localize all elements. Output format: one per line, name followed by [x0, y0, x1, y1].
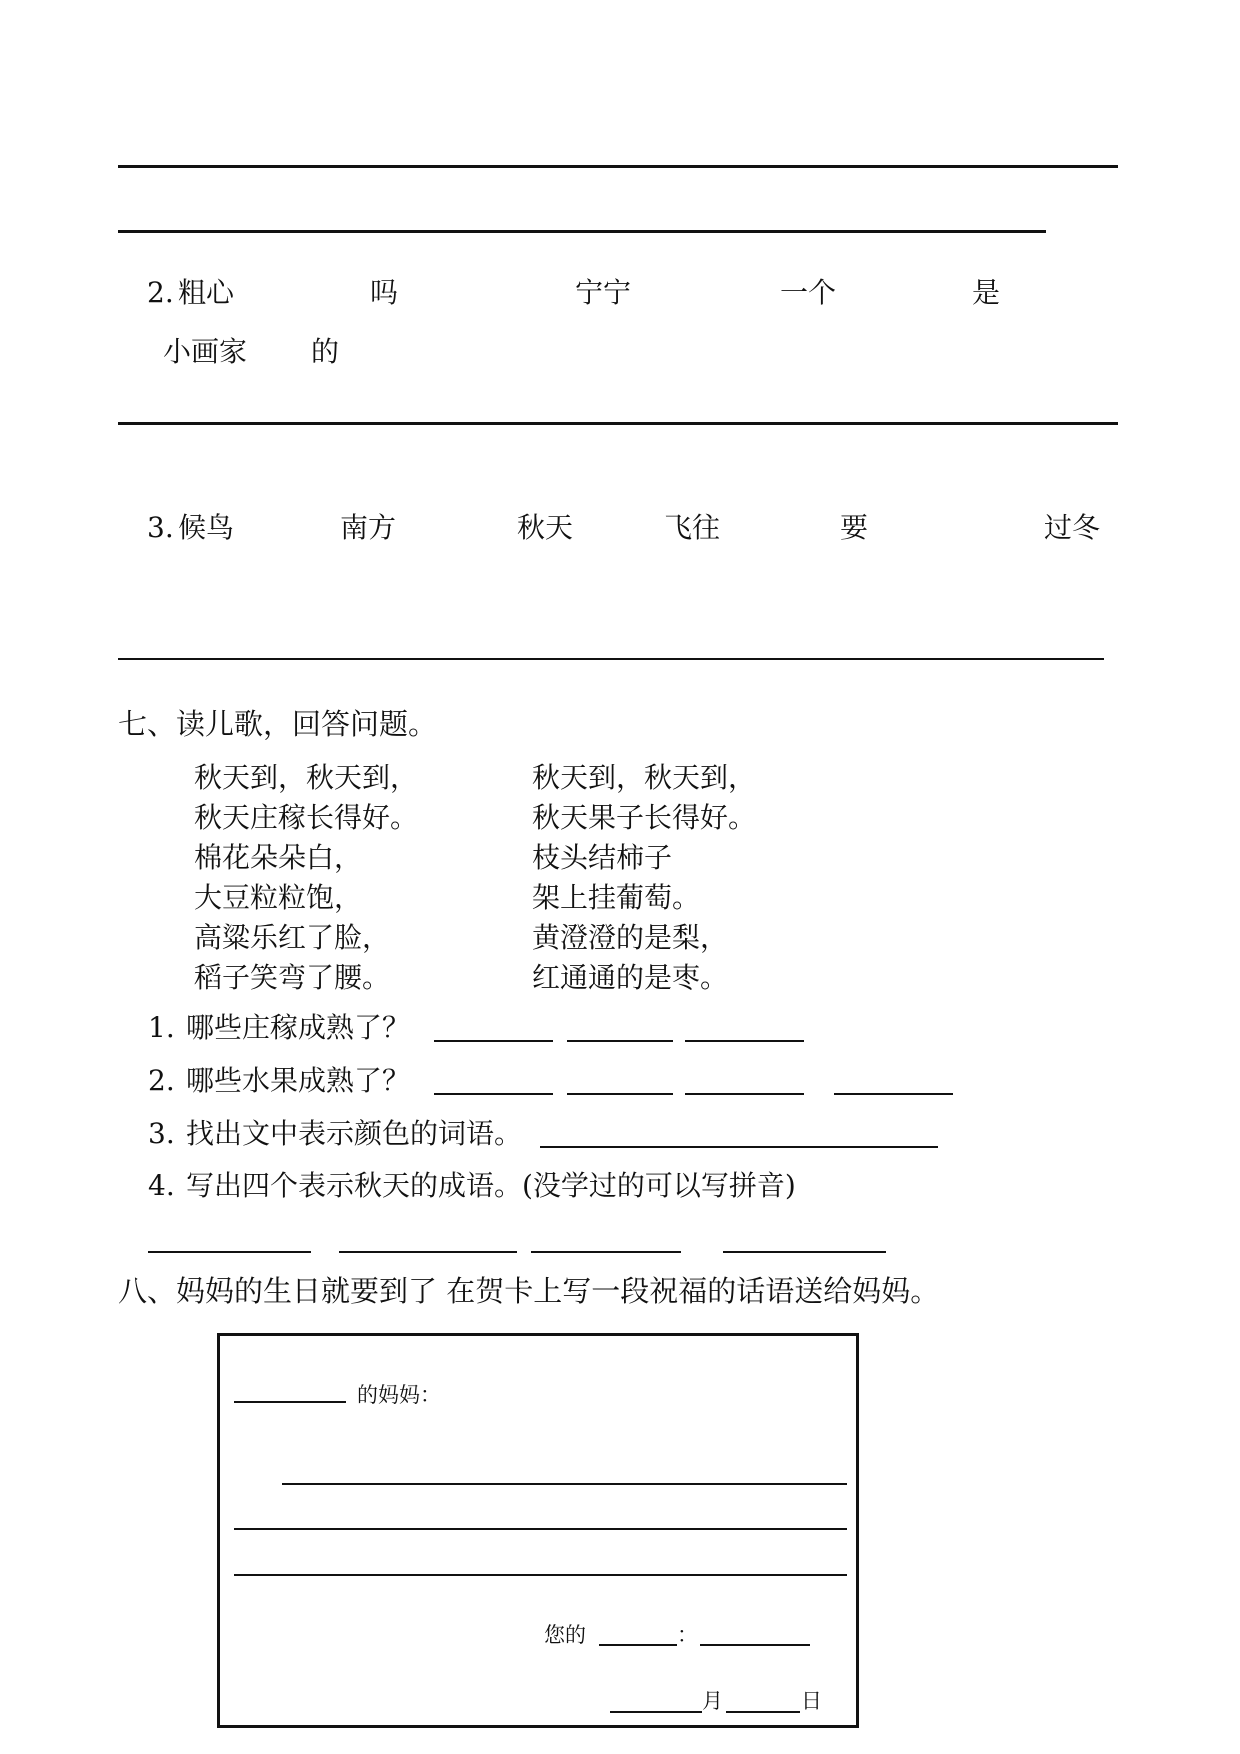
item3-word-1: 候鸟 [178, 511, 235, 544]
poem-right-line-4: 架上挂葡萄。 [532, 881, 701, 914]
item3-number: 3. [147, 511, 174, 544]
question-1-text: 哪些庄稼成熟了？ [186, 1011, 411, 1044]
question-2-number: 2. [148, 1064, 175, 1097]
question-4-text: 写出四个表示秋天的成语。(没学过的可以写拼音) [186, 1169, 796, 1202]
q1-blank-1[interactable] [434, 1040, 553, 1042]
q1-blank-3[interactable] [685, 1040, 804, 1042]
answer-line-1a [118, 165, 1118, 168]
poem-left-line-4: 大豆粒粒饱， [194, 881, 363, 914]
card-line-1[interactable] [282, 1483, 847, 1485]
answer-line-2 [118, 422, 1118, 425]
q4-blank-4[interactable] [723, 1251, 886, 1253]
item2-word-5: 是 [972, 276, 1001, 309]
poem-left-line-1: 秋天到，秋天到， [194, 761, 419, 794]
section8-title: 八、妈妈的生日就要到了 在贺卡上写一段祝福的话语送给妈妈。 [118, 1274, 940, 1308]
poem-left-line-6: 稻子笑弯了腰。 [194, 961, 391, 994]
section7-title: 七、读儿歌，回答问题。 [118, 707, 438, 741]
poem-right-line-5: 黄澄澄的是梨， [532, 921, 729, 954]
poem-right [532, 758, 756, 998]
poem-right-line-1: 秋天到，秋天到， [532, 761, 757, 794]
poem-left-line-5: 高粱乐红了脸， [194, 921, 391, 954]
card-day-blank[interactable] [726, 1711, 800, 1713]
item3-word-2: 南方 [340, 511, 397, 544]
item3-word-4: 飞往 [664, 511, 721, 544]
item2-word-7: 的 [311, 335, 340, 368]
item2-word-4: 一个 [780, 276, 837, 309]
q2-blank-4[interactable] [834, 1093, 953, 1095]
card-greeting: 的妈妈： [357, 1383, 441, 1407]
card-name-blank[interactable] [234, 1401, 346, 1403]
q4-blank-1[interactable] [148, 1251, 311, 1253]
card-sign-blank-2[interactable] [700, 1644, 810, 1646]
card-month: 月 [702, 1689, 723, 1713]
item2-word-3: 宁宁 [575, 276, 632, 309]
q3-blank[interactable] [540, 1146, 938, 1148]
item3-word-5: 要 [840, 511, 869, 544]
card-sign-blank-1[interactable] [599, 1644, 677, 1646]
card-line-2[interactable] [234, 1528, 847, 1530]
card-sign-colon: ： [677, 1623, 698, 1647]
item3-word-6: 过冬 [1044, 511, 1101, 544]
q1-blank-2[interactable] [567, 1040, 673, 1042]
card-month-blank[interactable] [610, 1711, 702, 1713]
item2-word-6: 小画家 [163, 335, 248, 368]
question-1-number: 1. [148, 1011, 175, 1044]
q2-blank-3[interactable] [685, 1093, 804, 1095]
q2-blank-2[interactable] [567, 1093, 673, 1095]
question-3-text: 找出文中表示颜色的词语。 [186, 1117, 523, 1150]
item2-word-1: 粗心 [178, 276, 235, 309]
answer-line-3 [118, 658, 1104, 660]
item2-number: 2. [147, 276, 174, 309]
question-3-number: 3. [148, 1117, 175, 1150]
card-day: 日 [801, 1689, 822, 1713]
poem-right-line-6: 红通通的是枣。 [532, 961, 729, 994]
poem-left-line-3: 棉花朵朵白， [194, 841, 363, 874]
item2-word-2: 吗 [370, 276, 399, 309]
q4-blank-2[interactable] [339, 1251, 517, 1253]
card-line-3[interactable] [234, 1574, 847, 1576]
q2-blank-1[interactable] [434, 1093, 553, 1095]
poem-left [194, 758, 418, 998]
q4-blank-3[interactable] [531, 1251, 681, 1253]
card-sign-prefix: 您的 [544, 1623, 586, 1647]
question-2-text: 哪些水果成熟了？ [186, 1064, 411, 1097]
item3-word-3: 秋天 [517, 511, 574, 544]
poem-left-line-2: 秋天庄稼长得好。 [194, 801, 419, 834]
poem-right-line-2: 秋天果子长得好。 [532, 801, 757, 834]
poem-right-line-3: 枝头结柿子 [532, 841, 673, 874]
greeting-card [217, 1333, 859, 1728]
question-4-number: 4. [148, 1169, 175, 1202]
answer-line-1b [118, 230, 1046, 233]
